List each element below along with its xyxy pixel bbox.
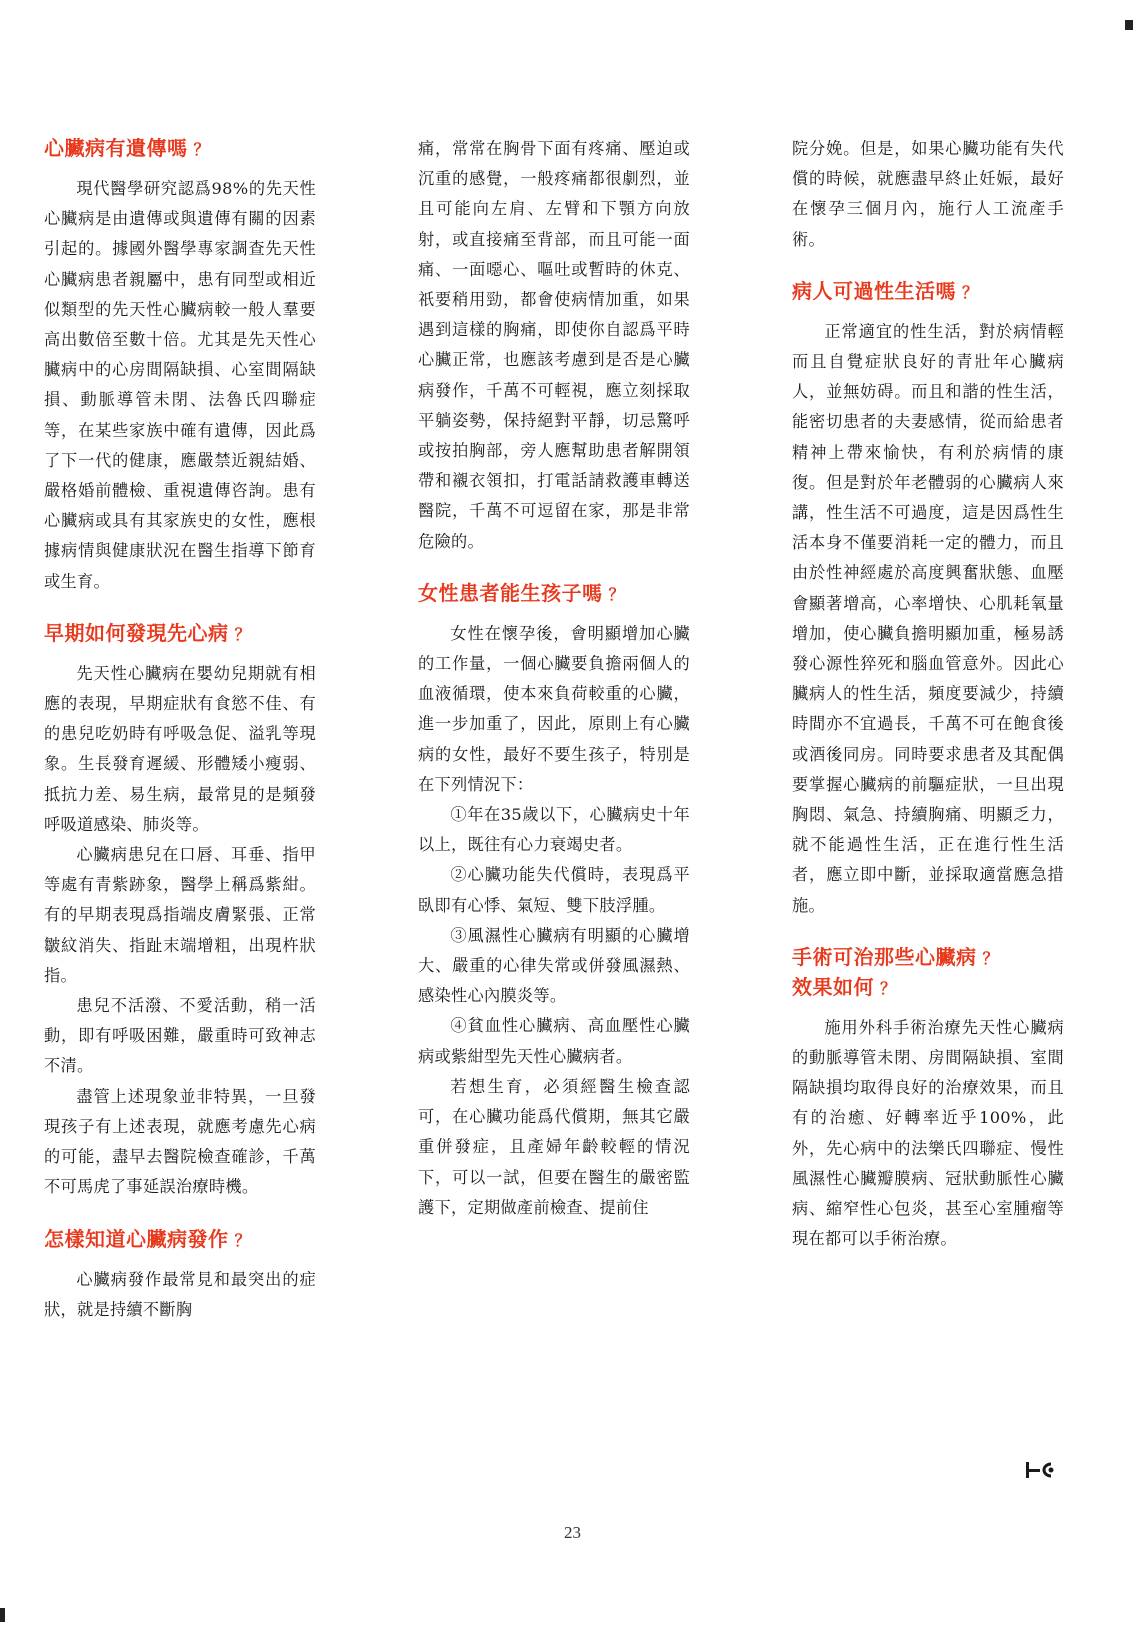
paragraph: 心臟病發作最常見和最突出的症狀，就是持續不斷胸: [44, 1269, 316, 1319]
column-middle: [418, 134, 690, 1223]
paragraph: 正常適宜的性生活，對於病情輕而且自覺症狀良好的青壯年心臟病人，並無妨碍。而且和諧的性生活，能密切患者的夫妻感情，從而給患者精神上帶來愉快，有利於病情的康復。但是對於年老體弱的心臟病人來講，性生活不可過度，這是因爲性生活本身不僅要消耗一定的體力，而且由於性神經處於高度興奮狀態、血壓會顯著增高，心率增快、心肌耗氧量增加，使心臟負擔明顯加重，極易誘發心源性猝死和腦血管意外。因此心臟病人的性生活，頻度要減少，持續時間亦不宜過長，千萬不可在飽食後或酒後同房。同時要求患者及其配偶要掌握心臟病的前驅症狀，一旦出現胸悶、氣急、持續胸痛、明顯乏力，就不能過性生活，正在進行性生活者，應立即中斷，並採取適當應急措施。: [792, 321, 1064, 915]
hc-end-mark-icon: [1025, 1460, 1061, 1480]
question-mark: ？: [880, 978, 897, 998]
paragraph: 女性在懷孕後，會明顯增加心臟的工作量，一個心臟要負擔兩個人的血液循環，使本來負荷較重的心臟，進一步加重了，因此，原則上有心臟病的女性，最好不要生孩子，特別是在下列情況下：: [418, 623, 690, 794]
paragraph-continued: 院分娩。但是，如果心臟功能有失代償的時候，就應盡早終止妊娠，最好在懷孕三個月內，施行人工流產手術。: [792, 139, 1064, 249]
scan-corner-mark: [0, 1608, 5, 1622]
section-title-heredity: [44, 134, 316, 164]
paragraph: ②心臟功能失代償時，表現爲平臥即有心悸、氣短、雙下肢浮腫。: [418, 865, 690, 915]
section-title-sexual-life: [792, 277, 1064, 307]
section-title-early-detection: [44, 619, 316, 649]
section-title-pregnancy: [418, 579, 690, 609]
section-title-text: 怎樣知道心臟病發作: [44, 1226, 229, 1251]
paragraph: ①年在35歲以下，心臟病史十年以上，既往有心力衰竭史者。: [418, 805, 690, 855]
section-title-text: 病人可過性生活嗎: [792, 278, 956, 303]
section-title-surgery: [792, 943, 1064, 1003]
paragraph: ③風濕性心臟病有明顯的心臟增大、嚴重的心律失常或併發風濕熱、感染性心內膜炎等。: [418, 925, 690, 1006]
column-right: [792, 134, 1064, 1255]
question-mark: ？: [982, 948, 1000, 968]
question-mark: ？: [962, 282, 979, 302]
section-title-text: 早期如何發現先心病: [44, 620, 229, 645]
question-mark: ？: [234, 1230, 252, 1250]
question-mark: ？: [234, 624, 252, 644]
scan-corner-mark: [1125, 20, 1133, 30]
paragraph: ④貧血性心臟病、高血壓性心臟病或紫紺型先天性心臟病者。: [418, 1016, 690, 1066]
question-mark: ？: [608, 584, 626, 604]
section-title-heart-attack: [44, 1225, 316, 1255]
paragraph: 先天性心臟病在嬰幼兒期就有相應的表現，早期症狀有食慾不佳、有的患兒吃奶時有呼吸急促、溢乳等現象。生長發育遲緩、形體矮小瘦弱、抵抗力差、易生病，最常見的是頻發呼吸道感染、肺炎等。: [44, 663, 316, 834]
paragraph-continued: 痛，常常在胸骨下面有疼痛、壓迫或沉重的感覺，一般疼痛都很劇烈，並且可能向左肩、左臂和下顎方向放射，或直接痛至背部，而且可能一面痛、一面噁心、嘔吐或暫時的休克、祇要稍用勁，都會使病情加重，如果遇到這樣的胸痛，即使你自認爲平時心臟正常，也應該考慮到是否是心臟病發作，千萬不可輕視，應立刻採取平躺姿勢，保持絕對平靜，切忌驚呼或按拍胸部，旁人應幫助患者解開領帶和襯衣領扣，打電話請救護車轉送醫院，千萬不可逗留在家，那是非常危險的。: [418, 139, 690, 551]
paragraph: 心臟病患兒在口唇、耳垂、指甲等處有青紫跡象，醫學上稱爲紫紺。有的早期表現爲指端皮膚緊張、正常皺紋消失、指趾末端增粗，出現杵狀指。: [44, 845, 316, 985]
paragraph: 施用外科手術治療先天性心臟病的動脈導管未閉、房間隔缺損、室間隔缺損均取得良好的治療效果，而且有的治癒、好轉率近乎100%，此外，先心病中的法樂氏四聯症、慢性風濕性心臟瓣膜病、冠狀動脈性心臟病、縮窄性心包炎，甚至心室腫瘤等現在都可以手術治療。: [792, 1017, 1064, 1249]
section-title-text: 手術可治那些心臟病: [792, 944, 977, 969]
paragraph: 盡管上述現象並非特異，一旦發現孩子有上述表現，就應考慮先心病的可能，盡早去醫院檢查確診，千萬不可馬虎了事延誤治療時機。: [44, 1086, 316, 1197]
page-number: 23: [564, 1523, 581, 1542]
section-title-text: 效果如何: [792, 974, 874, 999]
section-title-text: 女性患者能生孩子嗎: [418, 580, 603, 605]
section-title-text: 心臟病有遺傳嗎: [44, 136, 188, 160]
question-mark: ？: [193, 140, 211, 159]
paragraph: 若想生育，必須經醫生檢查認可，在心臟功能爲代償期，無其它嚴重併發症，且產婦年齡較輕的情況下，可以一試，但要在醫生的嚴密監護下，定期做產前檢查、提前住: [418, 1076, 690, 1217]
paragraph: 現代醫學研究認爲98%的先天性心臟病是由遺傳或與遺傳有關的因素引起的。據國外醫學專家調查先天性心臟病患者親屬中，患有同型或相近似類型的先天性心臟病較一般人羣要高出數倍至數十倍。尤其是先天性心臟病中的心房間隔缺損、心室間隔缺損、動脈導管未閉、法魯氏四聯症等，在某些家族中確有遺傳，因此爲了下一代的健康，應嚴禁近親結婚、嚴格婚前體檢、重視遺傳咨詢。患有心臟病或具有其家族史的女性，應根據病情與健康狀況在醫生指導下節育或生育。: [44, 179, 316, 591]
paragraph: 患兒不活潑、不愛活動，稍一活動，即有呼吸困難，嚴重時可致神志不清。: [44, 996, 316, 1076]
column-left: [44, 134, 316, 1325]
